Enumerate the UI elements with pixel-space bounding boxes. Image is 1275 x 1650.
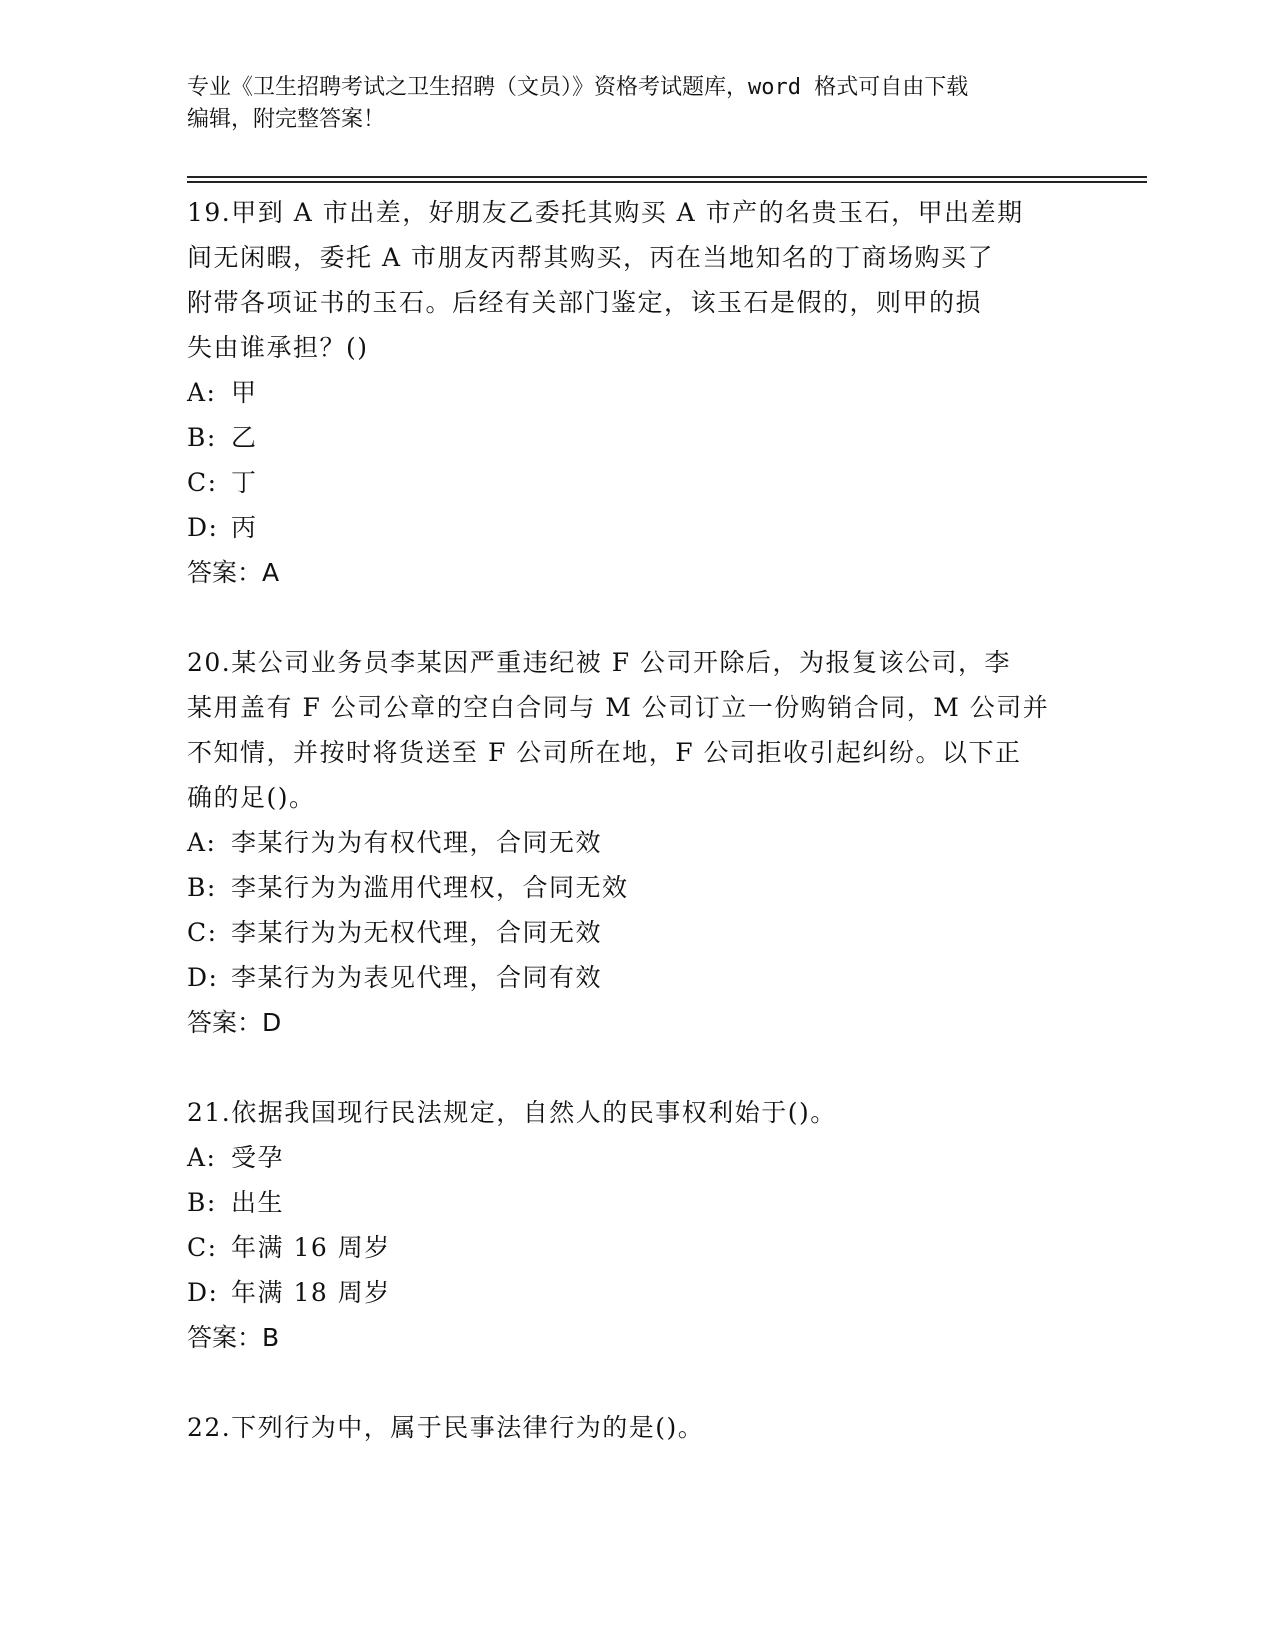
option-key: A:	[187, 828, 217, 857]
option-text: 乙	[231, 423, 258, 452]
question-line: 20.某公司业务员李某因严重违纪被 F 公司开除后，为报复该公司，李	[187, 648, 1012, 677]
option-text: 甲	[231, 378, 258, 407]
header-divider-top	[187, 176, 1147, 178]
question-text	[187, 640, 1087, 820]
option-key: C:	[187, 468, 218, 497]
question-block-20	[187, 640, 1087, 1045]
answer-label: 答案：D	[187, 1008, 282, 1037]
option-text: 李某行为为有权代理，合同无效	[231, 828, 603, 857]
option-a	[187, 820, 1087, 865]
option-d	[187, 955, 1087, 1000]
answer-label: 答案：B	[187, 1323, 280, 1352]
option-key: B:	[187, 1188, 217, 1217]
document-header	[187, 72, 1107, 136]
option-key: C:	[187, 1233, 218, 1262]
option-b	[187, 865, 1087, 910]
question-line: 不知情，并按时将货送至 F 公司所在地，F 公司拒收引起纠纷。以下正	[187, 738, 1022, 767]
question-line: 失由谁承担？()	[187, 333, 369, 362]
option-a	[187, 370, 1087, 415]
question-line: 附带各项证书的玉石。后经有关部门鉴定，该玉石是假的，则甲的损	[187, 288, 983, 317]
question-text	[187, 1405, 1087, 1450]
option-c	[187, 910, 1087, 955]
option-text: 李某行为为无权代理，合同无效	[231, 918, 603, 947]
option-key: D:	[187, 963, 219, 992]
option-key: D:	[187, 1278, 219, 1307]
option-key: B:	[187, 423, 217, 452]
option-c	[187, 460, 1087, 505]
question-line: 间无闲暇，委托 A 市朋友丙帮其购买，丙在当地知名的丁商场购买了	[187, 243, 994, 272]
question-block-22	[187, 1405, 1087, 1450]
question-line: 某用盖有 F 公司公章的空白合同与 M 公司订立一份购销合同，M 公司并	[187, 693, 1050, 722]
option-text: 年满 16 周岁	[231, 1233, 391, 1262]
question-block-19	[187, 190, 1087, 595]
question-text	[187, 190, 1087, 370]
question-block-21	[187, 1090, 1087, 1360]
option-b	[187, 1180, 1087, 1225]
option-key: C:	[187, 918, 218, 947]
option-key: A:	[187, 1143, 217, 1172]
option-c	[187, 1225, 1087, 1270]
option-text: 受孕	[231, 1143, 285, 1172]
header-line-1: 专业《卫生招聘考试之卫生招聘（文员）》资格考试题库，word 格式可自由下载	[187, 75, 969, 100]
option-text: 李某行为为滥用代理权，合同无效	[231, 873, 629, 902]
header-line-2: 编辑，附完整答案！	[187, 107, 386, 132]
option-text: 年满 18 周岁	[231, 1278, 391, 1307]
question-line: 21.依据我国现行民法规定，自然人的民事权利始于()。	[187, 1098, 837, 1127]
question-line: 19.甲到 A 市出差，好朋友乙委托其购买 A 市产的名贵玉石，甲出差期	[187, 198, 1024, 227]
option-text: 丁	[231, 468, 258, 497]
option-text: 李某行为为表见代理，合同有效	[231, 963, 603, 992]
option-key: A:	[187, 378, 217, 407]
option-b	[187, 415, 1087, 460]
answer-label: 答案：A	[187, 558, 280, 587]
option-key: D:	[187, 513, 219, 542]
question-text	[187, 1090, 1087, 1135]
option-key: B:	[187, 873, 217, 902]
header-divider-bottom	[187, 181, 1147, 183]
question-list	[187, 190, 1087, 1495]
question-line: 确的足()。	[187, 783, 316, 812]
option-text: 丙	[231, 513, 258, 542]
option-d	[187, 1270, 1087, 1315]
option-text: 出生	[231, 1188, 285, 1217]
question-line: 22.下列行为中，属于民事法律行为的是()。	[187, 1413, 705, 1442]
option-a	[187, 1135, 1087, 1180]
option-d	[187, 505, 1087, 550]
